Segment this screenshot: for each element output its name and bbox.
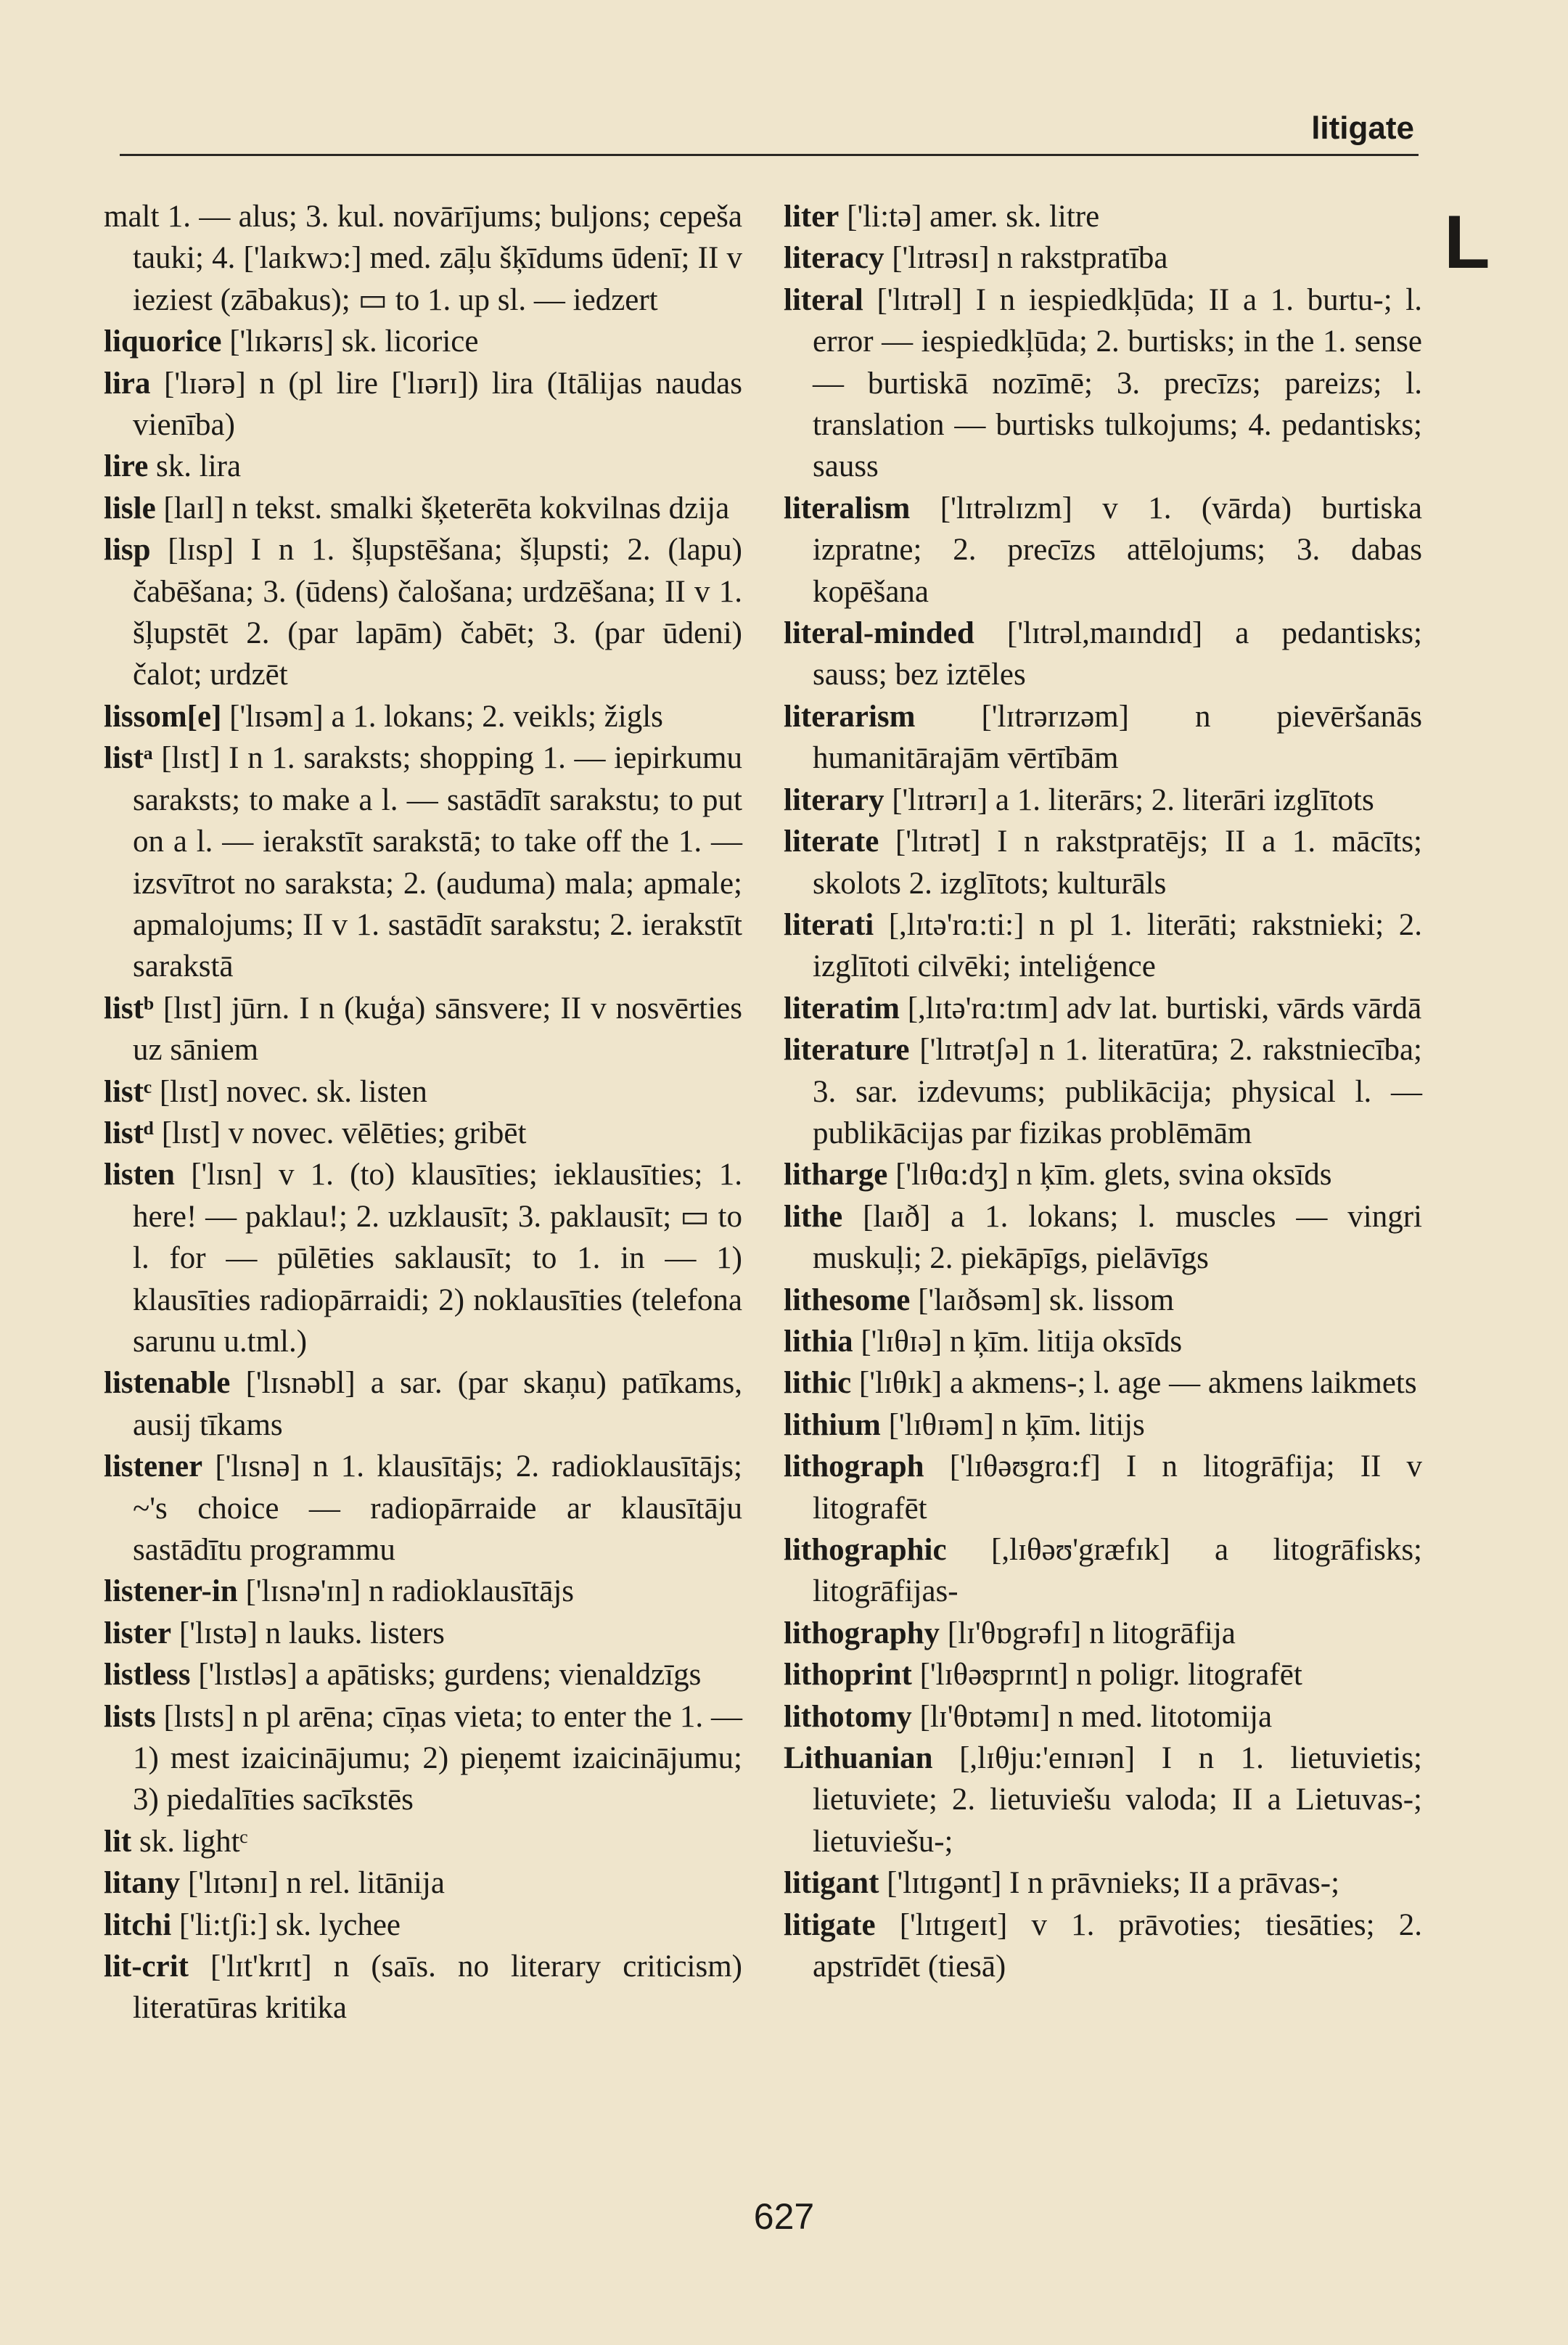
dictionary-entry xyxy=(784,1654,1422,1695)
dictionary-entry xyxy=(104,196,742,321)
entry-definition: ['lɪsnə'ɪn] n radioklausītājs xyxy=(237,1574,575,1609)
entry-definition: ['lɪtɪgeɪt] v 1. prāvoties; tiesāties; 2. apstrīdēt (tiesā) xyxy=(813,1907,1422,1984)
entry-definition: [,lɪtə'rɑ:ti:] n pl 1. literāti; rakstnieki; 2. izglītoti cilvēki; inteliģence xyxy=(813,907,1422,984)
entry-headword: lithium xyxy=(784,1407,881,1442)
entry-definition: ['lɪtənɪ] n rel. litānija xyxy=(180,1866,445,1901)
entry-headword: literal xyxy=(784,282,863,317)
entry-headword: lisle xyxy=(104,491,156,525)
dictionary-entry xyxy=(104,1154,742,1362)
dictionary-entry xyxy=(784,613,1422,696)
entry-definition: [lɪst] jūrn. I n (kuģa) sānsvere; II v nosvērties uz sāniem xyxy=(133,991,742,1068)
entry-headword: literacy xyxy=(784,241,884,276)
entry-headword: literatim xyxy=(784,991,900,1026)
entry-definition: [,lɪtə'rɑ:tɪm] adv lat. burtiski, vārds vārdā xyxy=(899,991,1422,1026)
entry-headword: lithe xyxy=(784,1199,843,1234)
entry-definition: ['lɪtrət] I n rakstpratējs; II a 1. mācīts; skolots 2. izglītots; kulturāls xyxy=(813,824,1422,901)
dictionary-entry xyxy=(104,1696,742,1821)
entry-headword: lisp xyxy=(104,533,151,568)
entry-headword: literati xyxy=(784,907,874,942)
entry-headword: litigate xyxy=(784,1907,876,1942)
dictionary-entry xyxy=(104,1571,742,1612)
entry-definition: ['lɪtrətʃə] n 1. literatūra; 2. rakstniecība; 3. sar. izdevums; publikācija; physical l. — publikācijas par fizikas problēmām xyxy=(813,1033,1422,1150)
entry-definition: ['lɪθɪə] n ķīm. litija oksīds xyxy=(853,1324,1183,1359)
entry-definition: ['lɪkərɪs] sk. licorice xyxy=(221,324,479,359)
entry-headword: lists xyxy=(104,1699,156,1734)
dictionary-entry xyxy=(104,988,742,1071)
entry-headword: lithographic xyxy=(784,1533,947,1567)
entry-definition: ['lɪθəʊgrɑ:f] I n litogrāfija; II v litografēt xyxy=(813,1449,1422,1526)
dictionary-entry xyxy=(104,1904,742,1946)
entry-headword: lithesome xyxy=(784,1282,911,1317)
entry-definition: [,lɪθju:'eɪnɪən] I n 1. lietuvietis; lietuviete; 2. lietuviešu valoda; II a Lietuvas-; lietuviešu-; xyxy=(813,1741,1422,1859)
dictionary-entry xyxy=(104,1654,742,1695)
entry-definition: [lɪst] v novec. vēlēties; gribēt xyxy=(153,1116,527,1150)
dictionary-entry xyxy=(104,1071,742,1113)
entry-definition: [lɪsp] I n 1. šļupstēšana; šļupsti; 2. (lapu) čabēšana; 3. (ūdens) čalošana; urdzēšana; II v 1. šļupstēt 2. (par lapām) čabēt; 3. (par ūdeni) čalot; urdzēt xyxy=(133,533,742,692)
entry-definition: ['lɪsnəbl] a sar. (par skaņu) patīkams, ausij tīkams xyxy=(133,1366,742,1442)
dictionary-entry xyxy=(784,1280,1422,1321)
dictionary-entry xyxy=(104,1946,742,2029)
entry-headword: litchi xyxy=(104,1907,172,1942)
entry-headword: listᵈ xyxy=(104,1116,154,1150)
entry-definition: ['lɪtrərɪ] a 1. literārs; 2. literāri izglītots xyxy=(884,782,1374,817)
entry-headword: literarism xyxy=(784,699,916,734)
entry-definition: ['lɪsnə] n 1. klausītājs; 2. radioklausītājs; ~'s choice — radiopārraide ar klausītāju sastādītu programmu xyxy=(133,1449,742,1567)
dictionary-entry xyxy=(784,1738,1422,1862)
entry-definition: ['laɪðsəm] sk. lissom xyxy=(910,1282,1175,1317)
dictionary-entry xyxy=(784,1862,1422,1904)
dictionary-entry xyxy=(104,1362,742,1446)
dictionary-entry xyxy=(104,1446,742,1571)
dictionary-entry xyxy=(784,1529,1422,1613)
dictionary-entry xyxy=(104,488,742,529)
dictionary-entry xyxy=(784,1154,1422,1195)
dictionary-entry xyxy=(784,1362,1422,1404)
entry-headword: listener-in xyxy=(104,1574,238,1609)
entry-headword: Lithuanian xyxy=(784,1741,933,1776)
entry-headword: lithoprint xyxy=(784,1658,912,1693)
entry-headword: listenable xyxy=(104,1366,231,1401)
entry-headword: literature xyxy=(784,1033,910,1068)
entry-definition: [lɪ'θɒtəmɪ] n med. litotomija xyxy=(911,1699,1273,1734)
entry-headword: listᵃ xyxy=(104,741,153,776)
entry-definition: ['lɪtrəl] I n iespiedkļūda; II a 1. burtu-; l. error — iespiedkļūda; 2. burtisks; in the 1. sense — burtiskā nozīmē; 3. precīzs; pareizs; l. translation — burtisks tulkojums; 4. pedantisks; sauss xyxy=(813,282,1422,484)
entry-headword: lithia xyxy=(784,1324,853,1359)
entry-headword: liquorice xyxy=(104,324,222,359)
dictionary-entry xyxy=(784,488,1422,613)
dictionary-entry xyxy=(784,1613,1422,1654)
entry-headword: lithography xyxy=(784,1616,940,1650)
dictionary-entry xyxy=(104,1113,742,1154)
entry-headword: lit xyxy=(104,1824,132,1859)
dictionary-entry xyxy=(104,1613,742,1654)
dictionary-entry xyxy=(784,1904,1422,1988)
dictionary-entry xyxy=(784,237,1422,279)
right-column xyxy=(784,196,1422,1987)
entry-definition: [lɪsts] n pl arēna; cīņas vieta; to enter the 1. — 1) mest izaicinājumu; 2) pieņemt izaicinājumu; 3) piedalīties sacīkstēs xyxy=(133,1699,742,1817)
dictionary-entry xyxy=(784,904,1422,988)
entry-definition: [lɪst] novec. sk. listen xyxy=(152,1074,427,1109)
entry-headword: literal-minded xyxy=(784,616,974,651)
dictionary-entry xyxy=(104,1862,742,1904)
entry-headword: lister xyxy=(104,1616,172,1650)
entry-definition: ['lɪsn] v 1. (to) klausīties; ieklausīties; 1. here! — paklau!; 2. uzklausīt; 3. paklausīt; ▭ to l. for — pūlēties saklausīt; to 1. in — 1) klausīties radiopārraidi; 2) noklausīties (telefona sarunu u.tml.) xyxy=(133,1158,742,1359)
entry-definition: [lɪst] I n 1. saraksts; shopping 1. — iepirkumu saraksts; to make a l. — sastādīt sarakstu; to put on a l. — ierakstīt sarakstā; to take off the 1. — izsvītrot no saraksta; 2. (auduma) mala; apmale; apmalojums; II v 1. sastādīt sarakstu; 2. ierakstīt sarakstā xyxy=(133,741,742,984)
dictionary-entry xyxy=(784,821,1422,904)
entry-definition: ['lɪθɑ:dʒ] n ķīm. glets, svina oksīds xyxy=(887,1158,1332,1192)
left-column xyxy=(104,196,742,2029)
dictionary-entry xyxy=(784,779,1422,821)
entry-definition: ['lɪtrəlɪzm] v 1. (vārda) burtiska izpratne; 2. precīzs attēlojums; 3. dabas kopēšana xyxy=(813,491,1422,609)
dictionary-entry xyxy=(784,988,1422,1029)
entry-headword: listener xyxy=(104,1449,203,1484)
entry-headword: literate xyxy=(784,824,879,859)
entry-headword: listen xyxy=(104,1158,175,1192)
entry-definition: ['lɪθɪəm] n ķīm. litijs xyxy=(880,1407,1145,1442)
page-header xyxy=(120,109,1419,156)
entry-definition: ['lɪsəm] a 1. lokans; 2. veikls; žigls xyxy=(221,699,663,734)
entry-definition: ['lɪstə] n lauks. listers xyxy=(171,1616,445,1650)
entry-definition: malt 1. — alus; 3. kul. novārījums; buljons; cepeša tauki; 4. ['laɪkwɔ:] med. zāļu šķīdums ūdenī; II v ieziest (zābakus); ▭ to 1. up sl. — iedzert xyxy=(104,200,742,317)
dictionary-entry xyxy=(784,1196,1422,1280)
entry-definition: ['lɪtrərɪzəm] n pievēršanās humanitārajām vērtībām xyxy=(813,699,1422,776)
entry-headword: lire xyxy=(104,449,149,484)
entry-headword: litany xyxy=(104,1866,181,1901)
dictionary-entry xyxy=(784,1696,1422,1738)
dictionary-entry xyxy=(104,737,742,987)
dictionary-entry xyxy=(784,1029,1422,1154)
dictionary-entry xyxy=(104,1821,742,1862)
entry-definition: ['lɪt'krɪt] n (saīs. no literary criticism) literatūras kritika xyxy=(133,1949,742,2026)
entry-headword: lithograph xyxy=(784,1449,924,1484)
entry-headword: listless xyxy=(104,1658,191,1693)
entry-definition: [laɪl] n tekst. smalki šķeterēta kokvilnas dzija xyxy=(155,491,730,525)
section-letter-tab: L xyxy=(1444,200,1490,285)
entry-definition: sk. lira xyxy=(148,449,242,484)
entry-headword: lithic xyxy=(784,1366,852,1401)
entry-headword: literary xyxy=(784,782,884,817)
dictionary-entry xyxy=(104,696,742,737)
dictionary-entry xyxy=(104,529,742,696)
entry-definition: ['lɪtɪgənt] I n prāvnieks; II a prāvas-; xyxy=(879,1866,1340,1901)
dictionary-entry xyxy=(784,1446,1422,1529)
entry-definition: sk. lightᶜ xyxy=(131,1824,248,1859)
entry-definition: ['lɪtrəsɪ] n rakstpratība xyxy=(884,241,1168,276)
entry-definition: ['lɪθəʊprɪnt] n poligr. litografēt xyxy=(911,1658,1302,1693)
entry-headword: lit-crit xyxy=(104,1949,189,1984)
entry-definition: ['lɪstləs] a apātisks; gurdens; vienaldzīgs xyxy=(190,1658,702,1693)
entry-headword: listᵇ xyxy=(104,991,154,1026)
entry-headword: lira xyxy=(104,366,151,401)
dictionary-entry xyxy=(784,1321,1422,1362)
entry-headword: lithotomy xyxy=(784,1699,912,1734)
dictionary-entry xyxy=(784,696,1422,779)
guide-word: litigate xyxy=(1311,110,1414,146)
entry-definition: [lɪ'θɒgrəfɪ] n litogrāfija xyxy=(940,1616,1236,1650)
entry-definition: [,lɪθəʊ'græfɪk] a litogrāfisks; litogrāfijas- xyxy=(813,1533,1422,1609)
entry-definition: ['lɪtrəl,maɪndɪd] a pedantisks; sauss; bez iztēles xyxy=(813,616,1422,692)
dictionary-entry xyxy=(784,1404,1422,1446)
dictionary-entry xyxy=(104,321,742,362)
entry-definition: [laɪð] a 1. lokans; l. muscles — vingri muskuļi; 2. piekāpīgs, pielāvīgs xyxy=(813,1199,1422,1276)
dictionary-entry xyxy=(104,446,742,487)
dictionary-entry xyxy=(784,196,1422,237)
entry-definition: ['li:tə] amer. sk. litre xyxy=(839,200,1100,234)
entry-definition: ['li:tʃi:] sk. lychee xyxy=(171,1907,401,1942)
entry-headword: litharge xyxy=(784,1158,888,1192)
entry-definition: ['lɪθɪk] a akmens-; l. age — akmens laikmets xyxy=(851,1366,1417,1401)
dictionary-entry xyxy=(784,279,1422,488)
entry-definition: ['lɪərə] n (pl lire ['lɪərɪ]) lira (Itālijas naudas vienība) xyxy=(133,366,742,443)
entry-headword: literalism xyxy=(784,491,911,525)
entry-headword: lissom[e] xyxy=(104,699,222,734)
dictionary-entry xyxy=(104,363,742,446)
entry-headword: liter xyxy=(784,200,840,234)
page-number: 627 xyxy=(753,2196,815,2237)
entry-headword: litigant xyxy=(784,1866,879,1901)
entry-headword: listᶜ xyxy=(104,1074,152,1109)
